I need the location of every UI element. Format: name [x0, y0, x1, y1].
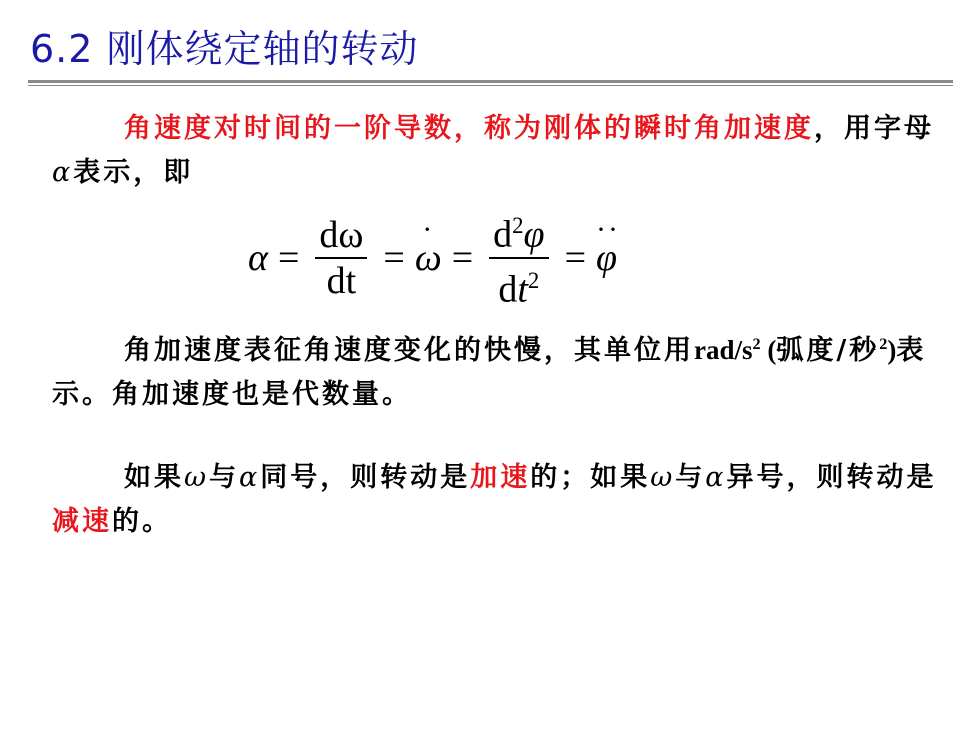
- fraction-denominator-2: [494, 259, 543, 312]
- sign-text-yu-2: 与: [675, 462, 706, 493]
- sign-text-3: 的；如果: [530, 462, 651, 493]
- phi-double-dot: [596, 213, 620, 280]
- omega-symbol: ω: [184, 462, 210, 493]
- fraction-numerator-2: [489, 204, 548, 257]
- numerator-text: dω: [319, 214, 364, 256]
- sign-text-4: 异号，则转动是: [726, 462, 937, 493]
- unit-exponent: 2: [752, 335, 761, 353]
- fraction-domega-dt: [315, 213, 367, 303]
- phi-symbol: φ: [596, 237, 618, 279]
- unit-paragraph: [52, 322, 942, 417]
- unit-text-end: 表示。角加速度也是代数量。: [52, 335, 927, 410]
- unit-text: 角加速度表征角速度变化的快慢，其单位用: [124, 335, 694, 366]
- formula-equals-1: =: [277, 237, 300, 279]
- double-dot: ··: [596, 213, 620, 246]
- sign-text-2: 同号，则转动是: [260, 462, 471, 493]
- single-dot: ·: [422, 213, 435, 246]
- unit-chinese: 弧度/秒: [776, 335, 880, 366]
- omega-symbol-2: ω: [650, 462, 676, 493]
- denominator-text: dt: [326, 260, 357, 302]
- sign-text-yu: 与: [209, 462, 240, 493]
- numerator-d: d: [493, 214, 513, 256]
- definition-paragraph: [52, 107, 942, 195]
- title-rule-thick: [28, 80, 953, 83]
- denominator-t: t: [517, 268, 528, 311]
- unit-chinese-exponent: 2: [879, 335, 888, 353]
- definition-text: ，用字母: [814, 113, 934, 144]
- numerator-phi: φ: [523, 214, 545, 256]
- formula-equals-4: =: [564, 237, 586, 279]
- fraction-numerator: [315, 213, 367, 257]
- formula-equals-2: =: [383, 237, 405, 279]
- decelerate-highlight: 减速: [52, 506, 112, 537]
- angular-acceleration-formula: [248, 208, 620, 311]
- alpha-symbol: α: [52, 157, 74, 188]
- alpha-symbol: α: [239, 462, 261, 493]
- formula-alpha: α: [248, 237, 268, 279]
- paren-open: (: [760, 335, 777, 365]
- accelerate-highlight: 加速: [470, 462, 531, 493]
- fraction-d2phi-dt2: [489, 204, 548, 311]
- definition-text-end: 表示，即: [73, 157, 194, 188]
- denominator-d: d: [498, 268, 518, 311]
- definition-highlight: 角速度对时间的一阶导数，称为刚体的瞬时角加速度: [124, 113, 814, 144]
- sign-text-5: 的。: [112, 506, 172, 537]
- title-rule-thin: [28, 85, 953, 86]
- omega-symbol: ω: [414, 237, 442, 279]
- unit-symbol: [694, 335, 761, 365]
- omega-dot: [414, 213, 442, 280]
- slide-title: 6.2 刚体绕定轴的转动: [30, 27, 419, 71]
- formula-equals-3: =: [451, 237, 474, 279]
- sign-text-1: 如果: [124, 462, 184, 493]
- alpha-symbol-2: α: [705, 462, 727, 493]
- fraction-denominator: [323, 259, 361, 303]
- denominator-exponent: 2: [527, 268, 540, 293]
- sign-paragraph: [52, 456, 942, 544]
- paren-close: ): [887, 335, 897, 365]
- unit-base: rad/s: [694, 335, 753, 365]
- numerator-exponent: 2: [512, 213, 524, 239]
